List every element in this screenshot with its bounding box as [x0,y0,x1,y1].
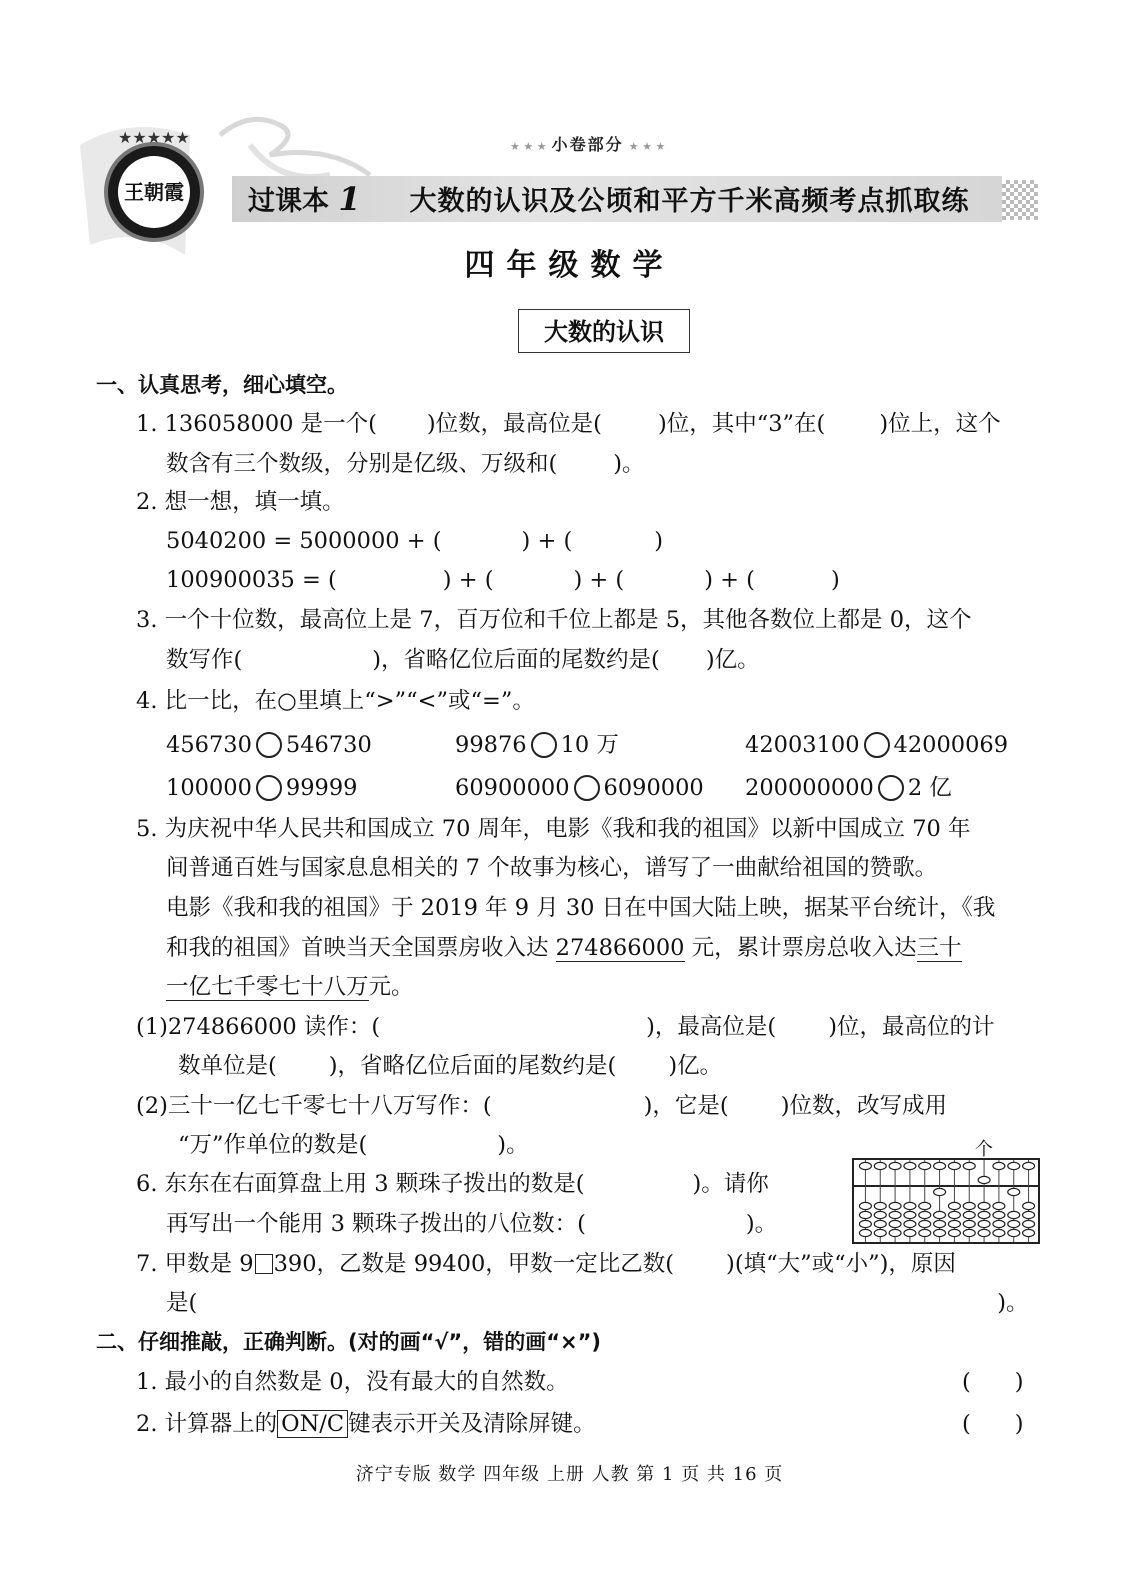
abacus-bead [919,1229,931,1236]
section-label-row [510,132,665,155]
q4-item-4 [166,771,357,805]
q4-left: 99876 [455,732,527,758]
banner-prefix: 过课本 [248,186,329,217]
abacus-bead [963,1162,975,1169]
q5-sub1-line2 [178,1049,722,1083]
q5-total-b: 一亿七千零七十八万 [166,974,369,1000]
q4-left: 200000000 [745,775,874,801]
q5-line5 [166,970,414,1004]
q4-right: 546730 [285,732,372,758]
part1-heading: 一、认真思考，细心填空。 [96,373,348,397]
q4-right: 99999 [285,775,358,801]
banner-text [248,176,969,222]
star-decor-left: ★ ★ ★ [510,140,547,153]
paren-close: ) [1014,1369,1024,1395]
q5-total-a: 三十 [916,935,962,961]
abacus-bead [919,1162,931,1169]
abacus-bead [859,1162,871,1169]
q5-s1-f: )亿。 [668,1053,723,1079]
q5-s2-c: )位数，改写成用 [780,1093,947,1119]
abacus-bead [874,1202,886,1209]
on-c-key: ON/C [277,1410,348,1438]
p2-q2 [136,1407,596,1441]
abacus-bead [889,1162,901,1169]
abacus-bead [948,1229,960,1236]
q7-line2 [166,1286,1029,1320]
q1-text-a: 1. 136058000 是一个( [136,411,377,437]
q4-right: 10 万 [560,732,619,758]
q6-line1 [136,1167,769,1201]
abacus-bead [904,1220,916,1227]
abacus-bead [1008,1229,1020,1236]
q1-line1 [136,407,1001,441]
q5-s1-c: )位，最高位的计 [828,1014,995,1040]
q2-l1-b: ) + ( [521,528,573,554]
abacus-bead [993,1202,1005,1209]
abacus-bead [904,1211,916,1218]
q1-text-b: )位数，最高位是( [426,411,602,437]
banner-number: 1 [338,180,361,218]
abacus-bead [1023,1202,1035,1209]
q1-text-d: )位上，这个 [879,411,1001,437]
abacus-label: 个 [975,1139,993,1160]
abacus-bead [889,1229,901,1236]
abacus-bead [993,1220,1005,1227]
abacus-bead [1008,1220,1020,1227]
q4-item-1 [166,728,372,762]
q4-left: 100000 [166,775,252,801]
abacus-bead [889,1220,901,1227]
q2-l2-c: ) + ( [573,567,625,593]
page-title: 四年级数学 [464,248,675,283]
compare-circle[interactable] [878,775,904,801]
q5-s1-a: (1)274866000 读作：( [136,1014,381,1040]
abacus-bead [1008,1211,1020,1218]
paren-open: ( [962,1369,971,1395]
abacus-bead [948,1220,960,1227]
q4-title: 4. 比一比，在○里填上“>”“<”或“=”。 [136,688,535,714]
abacus-bead [978,1220,990,1227]
abacus-bead [978,1211,990,1218]
q1-text-c: )位，其中“3”在( [657,411,826,437]
abacus-bead [963,1211,975,1218]
q7-text-c: )(填“大”或“小”)，原因 [726,1251,956,1277]
logo-stars: ★★★★★ [118,128,190,147]
paren-close: ) [1014,1411,1024,1437]
abacus-bead [889,1211,901,1218]
digit-box[interactable] [255,1254,273,1274]
q2-l1-c: ) [654,528,664,554]
q5-s1-b: )，最高位是( [646,1014,777,1040]
abacus-bead [874,1229,886,1236]
q4-item-2 [455,728,619,762]
p2-q1: 1. 最小的自然数是 0，没有最大的自然数。 [136,1369,569,1395]
p2-q1-answer[interactable] [962,1365,1024,1399]
abacus-bead [978,1202,990,1209]
abacus-bead [859,1202,871,1209]
q4-right: 42000069 [893,732,1009,758]
q6-text-d: )。 [745,1211,778,1237]
abacus-bead [919,1202,931,1209]
abacus-bead [934,1162,946,1169]
q5-line3: 电影《我和我的祖国》于 2019 年 9 月 30 日在中国大陆上映，据某平台统计，《我 [166,895,996,921]
q6-text-c: 再写出一个能用 3 颗珠子拨出的八位数：( [166,1211,586,1237]
abacus-bead [859,1211,871,1218]
q4-item-3 [745,728,1008,762]
abacus-bead [859,1229,871,1236]
q2-l2-e: ) [830,567,840,593]
q2-l2-d: ) + ( [704,567,755,593]
abacus-bead [948,1202,960,1209]
compare-circle[interactable] [256,732,282,758]
q6-text-a: 6. 东东在右面算盘上用 3 颗珠子拨出的数是( [136,1171,585,1197]
q6-line2 [166,1207,777,1241]
abacus-bead [1023,1211,1035,1218]
q4-left: 60900000 [455,775,570,801]
section-box-title: 大数的认识 [518,309,690,353]
abacus-bead [978,1176,990,1183]
abacus-bead [1008,1188,1020,1195]
abacus-bead [1023,1229,1035,1236]
abacus-bead [948,1162,960,1169]
abacus-bead [874,1162,886,1169]
abacus-bead [889,1202,901,1209]
abacus-bead [963,1202,975,1209]
part2-heading: 二、仔细推敲，正确判断。(对的画“√”，错的画“×”) [96,1330,602,1354]
q2-l2-a: 100900035 = ( [166,567,337,593]
abacus-bead [919,1220,931,1227]
paren-open: ( [962,1411,971,1437]
q2-title: 2. 想一想，填一填。 [136,489,345,515]
q3-text-b: 数写作( [166,647,243,673]
q1-text-e: 数含有三个数级，分别是亿级、万级和( [166,451,558,477]
abacus-bead [859,1220,871,1227]
q4-left: 42003100 [745,732,860,758]
section-label: 小卷部分 [551,135,624,154]
q5-line1: 5. 为庆祝中华人民共和国成立 70 周年，电影《我和我的祖国》以新中国成立 70 年 [136,816,971,842]
q5-s2-a: (2)三十一亿七千零七十八万写作：( [136,1093,492,1119]
abacus-bead [963,1229,975,1236]
q4-item-5 [455,771,704,805]
compare-circle[interactable] [531,732,557,758]
q2-l1-a: 5040200 = 5000000 + ( [166,528,442,554]
abacus-bead [993,1229,1005,1236]
q7-text-d: 是( [166,1290,198,1316]
abacus-bead [934,1229,946,1236]
q1-line2 [166,447,645,481]
q2-line2 [166,563,840,597]
abacus-bead [948,1211,960,1218]
q1-text-f: )。 [613,451,645,477]
abacus-bead [1023,1220,1035,1227]
p2-q2-b: 键表示开关及清除屏键。 [348,1411,596,1437]
q5-sub2-line1 [136,1089,947,1123]
q2-line1 [166,524,663,558]
compare-circle[interactable] [256,775,282,801]
p2-q2-a: 2. 计算器上的 [136,1411,278,1437]
q4-item-6 [745,771,952,805]
abacus-bead [1023,1162,1035,1169]
abacus-bead [993,1211,1005,1218]
abacus-bead [934,1220,946,1227]
q3-text-c: )，省略亿位后面的尾数约是( [372,647,660,673]
compare-circle[interactable] [864,732,890,758]
q7-text-e: )。 [997,1290,1029,1316]
abacus-bead [934,1211,946,1218]
abacus-image [852,1158,1040,1244]
q5-box-office: 274866000 [555,935,685,961]
q5-l4-a: 和我的祖国》首映当天全国票房收入达 [166,935,556,961]
logo-badge [104,142,204,242]
abacus-bead [904,1202,916,1209]
q5-s1-e: )，省略亿位后面的尾数约是( [328,1053,617,1079]
banner-checker [1002,180,1038,220]
q5-s2-e: )。 [497,1132,529,1158]
q5-s1-d: 数单位是( [178,1053,277,1079]
logo-text: 王朝霞 [124,180,184,204]
q3-text-d: )亿。 [705,647,760,673]
q7-text-b: 390，乙数是 99400，甲数一定比乙数( [273,1251,675,1277]
q5-s2-b: )，它是( [643,1093,729,1119]
q2-l2-b: ) + ( [442,567,494,593]
abacus-bead [934,1188,946,1195]
abacus-bead [904,1162,916,1169]
abacus-bead [1008,1162,1020,1169]
abacus-bead [978,1229,990,1236]
q5-sub1-line1 [136,1010,994,1044]
q5-sub2-line2 [178,1128,529,1162]
q5-s2-d: “万”作单位的数是( [178,1132,368,1158]
q3-line2 [166,643,760,677]
abacus-bead [919,1211,931,1218]
q5-line2: 间普通百姓与国家息息相关的 7 个故事为核心，谱写了一曲献给祖国的赞歌。 [166,855,938,881]
q6-text-b: )。请你 [692,1171,769,1197]
q4-right: 6090000 [603,775,704,801]
q5-line4 [166,931,962,965]
banner-title: 大数的认识及公顷和平方千米高频考点抓取练 [409,186,970,217]
q7-text-a: 7. 甲数是 9 [136,1251,254,1277]
q4-right: 2 亿 [907,775,952,801]
page-footer: 济宁专版 数学 四年级 上册 人教 第 1 页 共 16 页 [355,1464,784,1485]
abacus-bead [874,1220,886,1227]
abacus-bead [874,1211,886,1218]
q3-line1: 3. 一个十位数，最高位上是 7，百万位和千位上都是 5，其他各数位上都是 0，这个 [136,607,972,633]
abacus-bead [963,1220,975,1227]
abacus-bead [993,1162,1005,1169]
q4-left: 456730 [166,732,252,758]
star-decor-right: ★ ★ ★ [628,140,666,153]
abacus-bead [904,1229,916,1236]
q7-line1 [136,1247,956,1281]
compare-circle[interactable] [574,775,600,801]
q5-l4-b: 元，累计票房总收入达 [684,935,917,961]
logo-inner [118,156,190,228]
p2-q2-answer[interactable] [962,1407,1024,1441]
q5-l5-b: 元。 [368,974,414,1000]
